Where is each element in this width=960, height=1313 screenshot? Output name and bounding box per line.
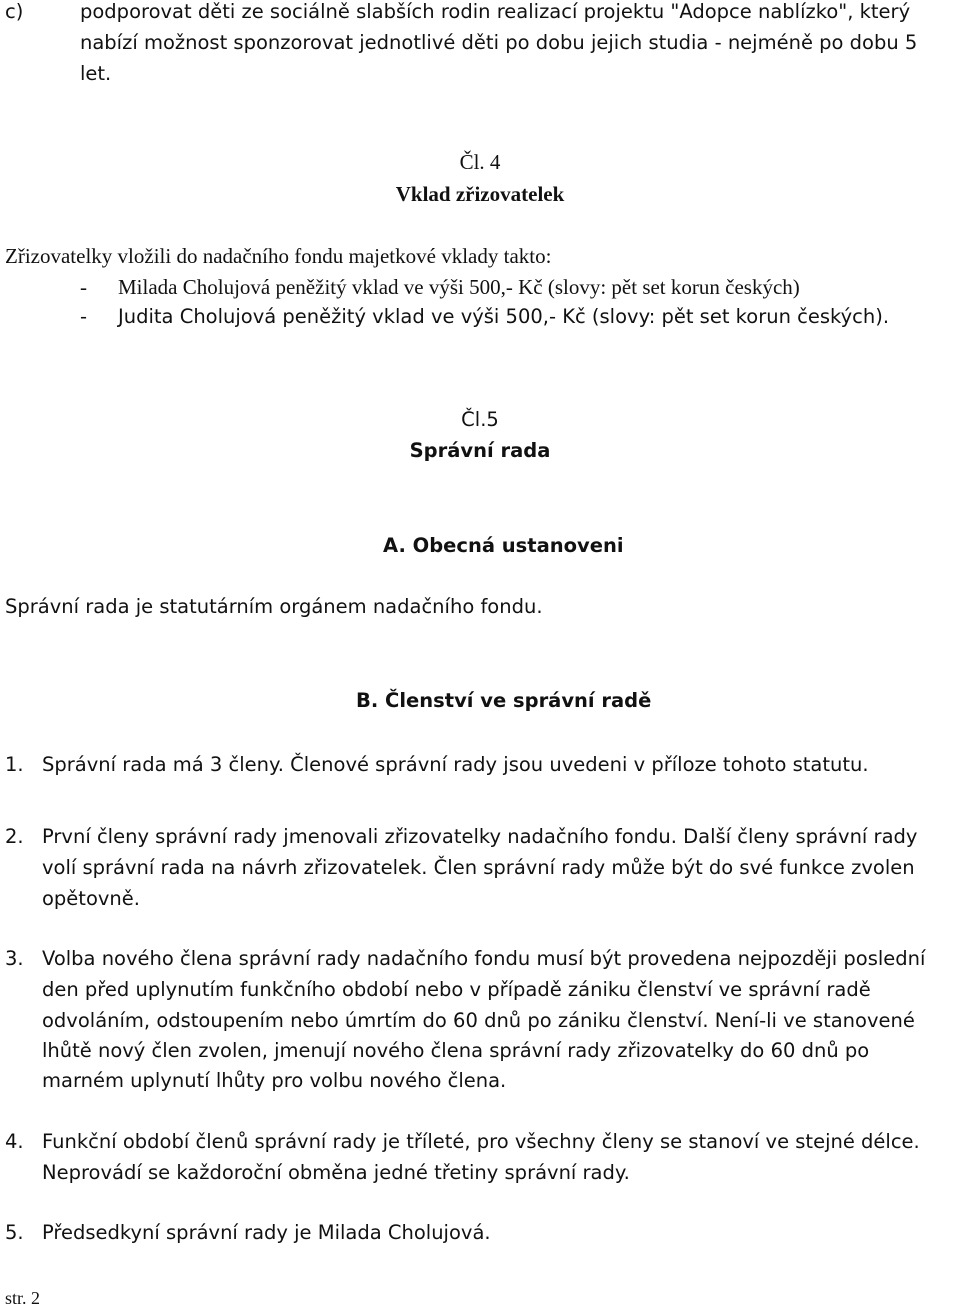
point-number: 4.: [5, 1130, 24, 1153]
point-4-line-2: Neprovádí se každoroční obměna jedné třetiny správní rady.: [42, 1161, 630, 1184]
deposit-item-2: Judita Cholujová peněžitý vklad ve výši 500,- Kč (slovy: pět set korun českých).: [118, 305, 890, 328]
point-3-line-3: odvoláním, odstoupením nebo úmrtím do 60 dnů po zániku členství. Není-li ve stanovené: [42, 1009, 915, 1032]
point-1-line-1: Správní rada má 3 členy. Členové správní rady jsou uvedeni v příloze tohoto statutu.: [42, 753, 869, 776]
point-number: 2.: [5, 825, 24, 848]
point-2-line-2: volí správní rada na návrh zřizovatelek. Člen správní rady může být do své funkce zvolen: [42, 856, 915, 879]
intro-line-3: let.: [80, 62, 112, 85]
point-3-line-5: marném uplynutí lhůty pro volbu nového člena.: [42, 1069, 507, 1092]
list-marker-c: c): [5, 0, 24, 23]
point-number: 5.: [5, 1221, 24, 1244]
point-number: 1.: [5, 753, 24, 776]
section-b-heading: B. Členství ve správní radě: [356, 689, 652, 712]
point-number: 3.: [5, 947, 24, 970]
intro-line-1: podporovat děti ze sociálně slabších rodin realizací projektu "Adopce nablízko", který: [80, 0, 911, 23]
page-number: str. 2: [5, 1288, 41, 1308]
section-a-heading: A. Obecná ustanoveni: [383, 534, 624, 557]
intro-line-2: nabízí možnost sponzorovat jednotlivé děti po dobu jejich studia - nejméně po dobu 5: [80, 31, 918, 54]
deposit-item-1: Milada Cholujová peněžitý vklad ve výši 500,- Kč (slovy: pět set korun českých): [118, 275, 800, 299]
article-5-number: Čl.5: [461, 408, 499, 431]
list-dash: -: [80, 305, 88, 328]
point-5-line-1: Předsedkyní správní rady je Milada Cholujová.: [42, 1221, 491, 1244]
point-3-line-4: lhůtě nový člen zvolen, jmenují nového člena správní rady zřizovatelky do 60 dnů po: [42, 1039, 870, 1062]
point-2-line-1: První členy správní rady jmenovali zřizovatelky nadačního fondu. Další členy správní rady: [42, 825, 918, 848]
article-4-title: Vklad zřizovatelek: [395, 182, 565, 206]
point-3-line-2: den před uplynutím funkčního období nebo v případě zániku členství ve správní radě: [42, 978, 871, 1001]
point-4-line-1: Funkční období členů správní rady je tříleté, pro všechny členy se stanoví ve stejné délce.: [42, 1130, 920, 1153]
article-4-lead: Zřizovatelky vložili do nadačního fondu majetkové vklady takto:: [5, 244, 552, 268]
point-3-line-1: Volba nového člena správní rady nadačního fondu musí být provedena nejpozději poslední: [42, 947, 926, 970]
list-dash: -: [80, 275, 87, 299]
article-5-title: Správní rada: [409, 439, 551, 462]
section-a-text: Správní rada je statutárním orgánem nadačního fondu.: [5, 595, 543, 618]
point-2-line-3: opětovně.: [42, 887, 140, 910]
article-4-number: Čl. 4: [459, 150, 501, 174]
